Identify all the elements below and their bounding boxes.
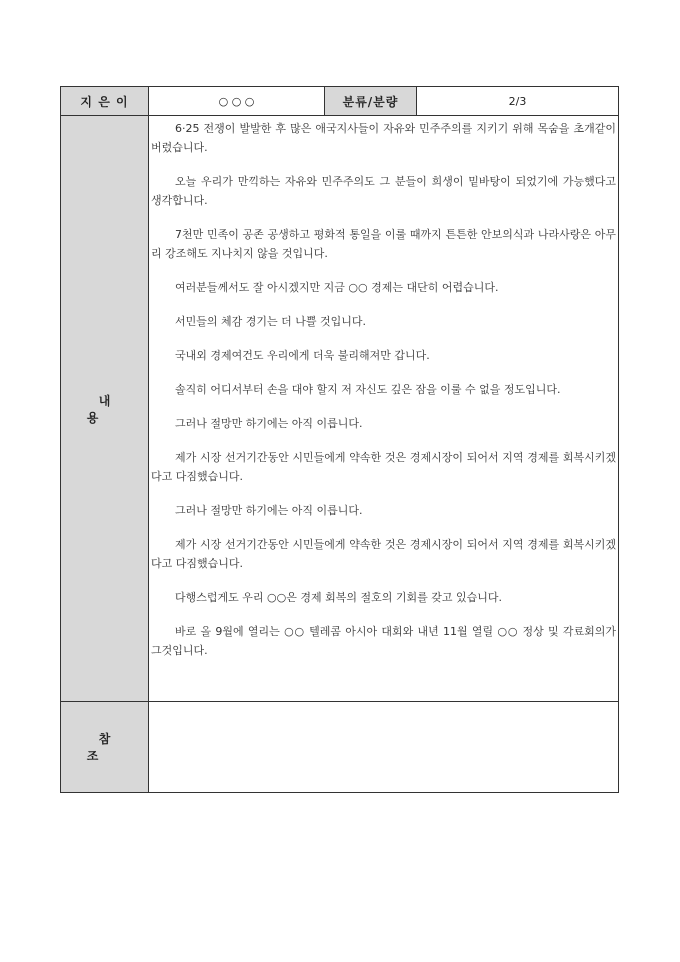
- content-paragraph: 여러분들께서도 잘 아시겠지만 지금 ○○ 경제는 대단히 어렵습니다.: [175, 281, 499, 294]
- category-value: 2/3: [417, 87, 619, 116]
- content-paragraph: 다행스럽게도 우리 ○○은 경제 회복의 절호의 기회를 갖고 있습니다.: [175, 591, 502, 604]
- content-paragraph: 제가 시장 선거기간동안 시민들에게 약속한 것은 경제시장이 되어서 지역 경제를 회복시키겠다고 다짐했습니다.: [151, 538, 616, 570]
- speech-form: [60, 86, 618, 793]
- content-paragraph: 솔직히 어디서부터 손을 대야 할지 저 자신도 깊은 잠을 이룰 수 없을 정도입니다.: [175, 383, 561, 396]
- reference-label-text: 참 조: [86, 732, 135, 763]
- reference-row: [61, 702, 619, 793]
- author-label: 지 은 이: [61, 87, 149, 116]
- content-paragraph: 서민들의 체감 경기는 더 나쁠 것입니다.: [175, 315, 366, 328]
- content-paragraph: 국내외 경제여건도 우리에게 더욱 불리해져만 갑니다.: [175, 349, 430, 362]
- reference-body: [149, 702, 619, 793]
- content-paragraph: 6·25 전쟁이 발발한 후 많은 애국지사들이 자유와 민주주의를 지키기 위해 목숨을 초개같이 버렸습니다.: [151, 122, 616, 154]
- header-row: [61, 87, 619, 116]
- reference-label: [61, 702, 149, 793]
- content-paragraph: 그러나 절망만 하기에는 아직 이릅니다.: [175, 417, 363, 430]
- content-label: [61, 116, 149, 702]
- form-table: [60, 86, 619, 793]
- content-label-text: 내 용: [86, 393, 135, 425]
- content-paragraph: 오늘 우리가 만끽하는 자유와 민주주의도 그 분들이 희생이 밑바탕이 되었기에 가능했다고 생각합니다.: [151, 175, 616, 207]
- content-paragraph: 제가 시장 선거기간동안 시민들에게 약속한 것은 경제시장이 되어서 지역 경제를 회복시키겠다고 다짐했습니다.: [151, 451, 616, 483]
- content-body: [149, 116, 619, 702]
- category-label: 분류/분량: [325, 87, 417, 116]
- content-paragraph: 바로 올 9월에 열리는 ○○ 텔레콤 아시아 대회와 내년 11월 열릴 ○○ 정상 및 각료회의가 그것입니다.: [151, 625, 616, 657]
- content-row: [61, 116, 619, 702]
- author-value: ○ ○ ○: [149, 87, 325, 116]
- content-paragraph: 그러나 절망만 하기에는 아직 이릅니다.: [175, 504, 363, 517]
- content-paragraph: 7천만 민족이 공존 공생하고 평화적 통일을 이룰 때까지 튼튼한 안보의식과 나라사랑은 아무리 강조해도 지나치지 않을 것입니다.: [151, 228, 616, 260]
